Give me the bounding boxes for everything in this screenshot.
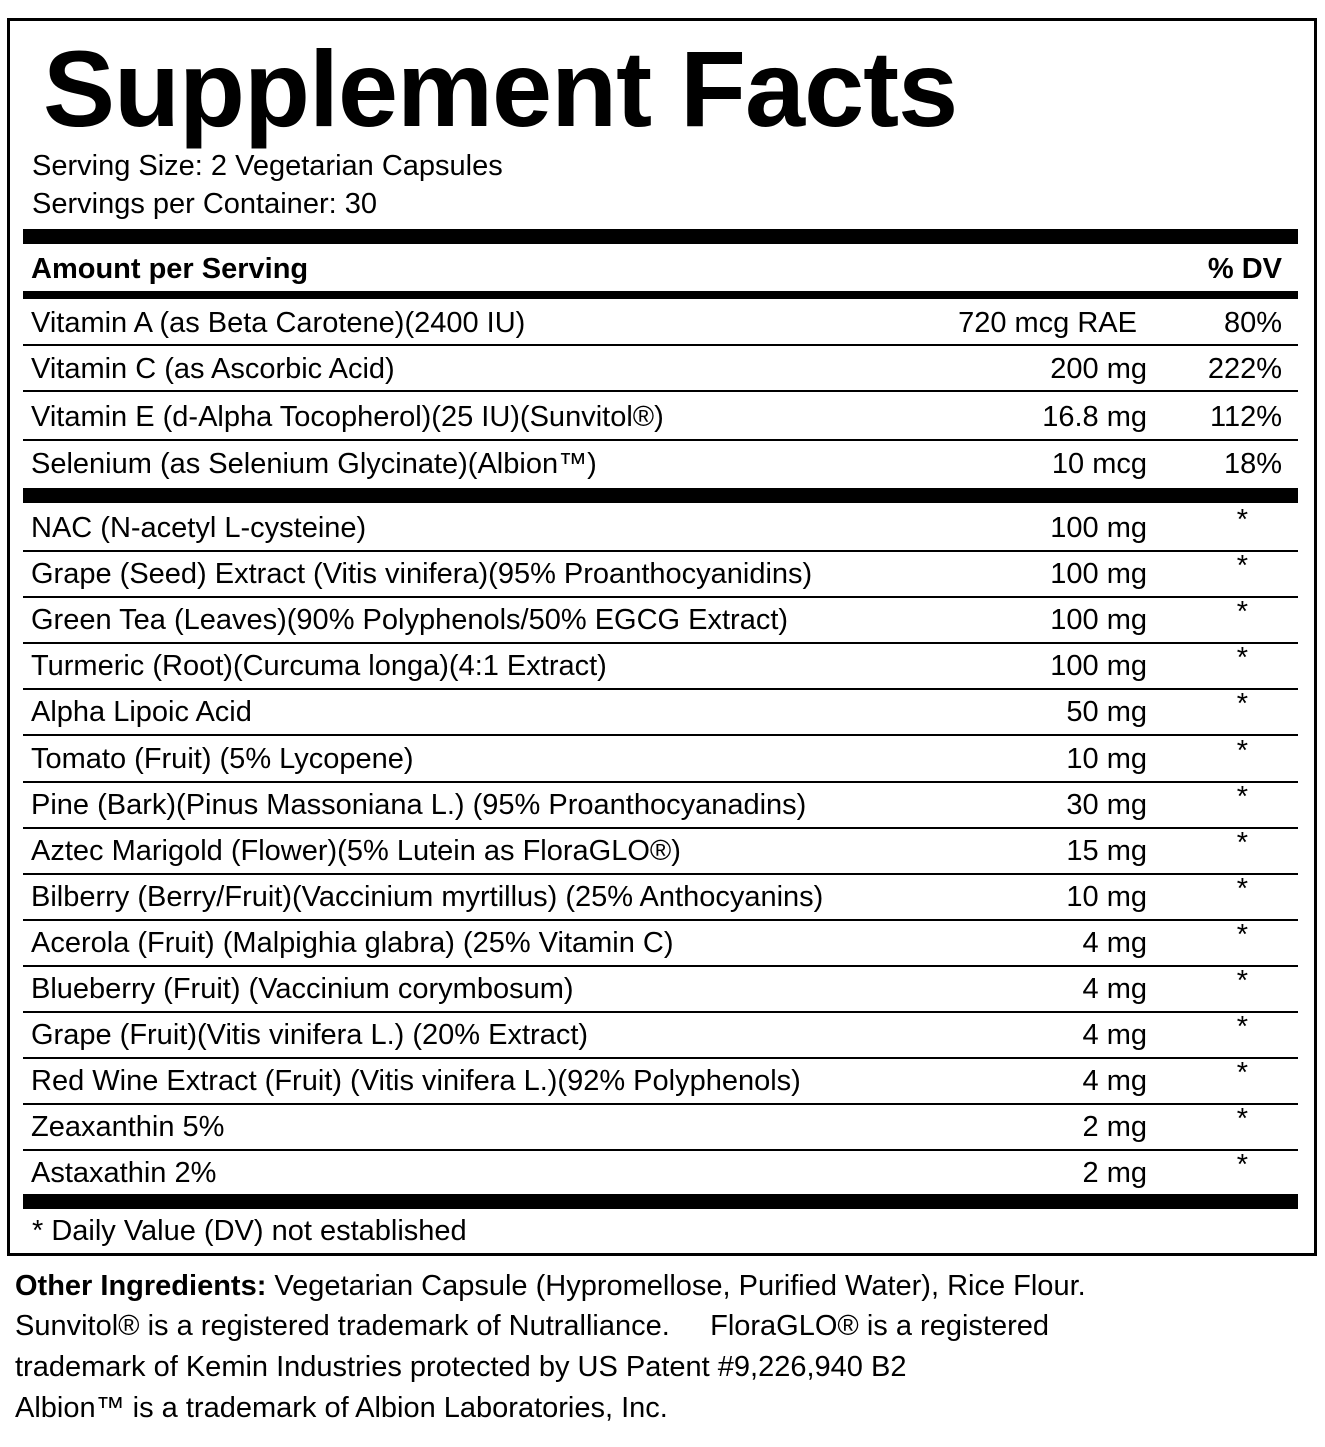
nutrient-name: Vitamin C (as Ascorbic Acid) bbox=[31, 353, 395, 385]
table-row bbox=[23, 781, 1298, 825]
row-divider bbox=[23, 965, 1298, 967]
nutrient-amount: 200 mg bbox=[1050, 353, 1147, 385]
ingredient-name: Green Tea (Leaves)(90% Polyphenols/50% EGCG Extract) bbox=[31, 604, 789, 636]
row-divider bbox=[23, 390, 1298, 392]
servings-per-container: Servings per Container: 30 bbox=[32, 188, 377, 220]
table-row bbox=[23, 735, 1298, 779]
other-ingredients bbox=[15, 1272, 1315, 1301]
table-row bbox=[23, 642, 1298, 686]
row-divider bbox=[23, 827, 1298, 829]
nutrient-amount: 16.8 mg bbox=[1042, 401, 1147, 433]
ingredient-name: Zeaxanthin 5% bbox=[31, 1111, 225, 1143]
table-row bbox=[23, 349, 1298, 389]
table-row bbox=[23, 1011, 1298, 1055]
row-divider bbox=[23, 642, 1298, 644]
row-divider bbox=[23, 596, 1298, 598]
table-row bbox=[23, 596, 1298, 640]
amount-header-row bbox=[23, 249, 1298, 289]
row-divider bbox=[23, 919, 1298, 921]
ingredient-amount: 10 mg bbox=[1066, 881, 1147, 913]
ingredient-amount: 10 mg bbox=[1066, 743, 1147, 775]
ingredient-dv: * bbox=[1236, 919, 1248, 951]
table-row bbox=[23, 444, 1298, 484]
ingredient-dv: * bbox=[1236, 781, 1248, 813]
ingredient-name: Red Wine Extract (Fruit) (Vitis vinifera L.)(92% Polyphenols) bbox=[31, 1065, 801, 1097]
ingredient-name: Aztec Marigold (Flower)(5% Lutein as FloraGLO®) bbox=[31, 835, 681, 867]
ingredient-amount: 30 mg bbox=[1066, 789, 1147, 821]
row-divider bbox=[23, 873, 1298, 875]
row-divider bbox=[23, 1103, 1298, 1105]
table-row bbox=[23, 1057, 1298, 1101]
thick-divider bbox=[23, 1194, 1298, 1209]
table-row bbox=[23, 303, 1298, 343]
row-divider bbox=[23, 344, 1298, 346]
row-divider bbox=[23, 1149, 1298, 1151]
ingredient-amount: 4 mg bbox=[1082, 973, 1147, 1005]
supplement-facts-panel bbox=[7, 18, 1317, 1256]
row-divider bbox=[23, 688, 1298, 690]
ingredient-dv: * bbox=[1236, 504, 1248, 536]
ingredient-name: NAC (N-acetyl L-cysteine) bbox=[31, 512, 367, 544]
dv-footnote: * Daily Value (DV) not established bbox=[32, 1215, 467, 1247]
row-divider bbox=[23, 439, 1298, 441]
ingredient-amount: 50 mg bbox=[1066, 696, 1147, 728]
nutrient-name: Vitamin E (d-Alpha Tocopherol)(25 IU)(Sunvitol®) bbox=[31, 401, 664, 433]
ingredient-name: Grape (Fruit)(Vitis vinifera L.) (20% Extract) bbox=[31, 1019, 589, 1051]
ingredient-dv: * bbox=[1236, 1057, 1248, 1089]
row-divider bbox=[23, 1011, 1298, 1013]
other-ingredients-label: Other Ingredients: bbox=[15, 1270, 267, 1302]
nutrient-amount: 720 mcg RAE bbox=[958, 307, 1137, 339]
ingredient-amount: 100 mg bbox=[1050, 604, 1147, 636]
ingredient-amount: 4 mg bbox=[1082, 927, 1147, 959]
nutrient-name: Vitamin A (as Beta Carotene)(2400 IU) bbox=[31, 307, 526, 339]
ingredient-amount: 100 mg bbox=[1050, 512, 1147, 544]
table-row bbox=[23, 827, 1298, 871]
table-row bbox=[23, 550, 1298, 594]
table-row bbox=[23, 965, 1298, 1009]
ingredient-dv: * bbox=[1236, 1103, 1248, 1135]
ingredient-dv: * bbox=[1236, 827, 1248, 859]
ingredient-amount: 100 mg bbox=[1050, 558, 1147, 590]
table-row bbox=[23, 919, 1298, 963]
row-divider bbox=[23, 1057, 1298, 1059]
ingredient-name: Alpha Lipoic Acid bbox=[31, 696, 252, 728]
ingredient-name: Grape (Seed) Extract (Vitis vinifera)(95% Proanthocyanidins) bbox=[31, 558, 813, 590]
ingredient-name: Bilberry (Berry/Fruit)(Vaccinium myrtillus) (25% Anthocyanins) bbox=[31, 881, 824, 913]
trademark-note-floraglo: trademark of Kemin Industries protected by US Patent #9,226,940 B2 bbox=[15, 1351, 907, 1383]
ingredient-dv: * bbox=[1236, 550, 1248, 582]
ingredient-dv: * bbox=[1236, 735, 1248, 767]
panel-title: Supplement Facts bbox=[43, 28, 958, 149]
table-row bbox=[23, 504, 1298, 548]
nutrient-dv: 18% bbox=[1223, 448, 1282, 480]
row-divider bbox=[23, 550, 1298, 552]
ingredient-name: Astaxathin 2% bbox=[31, 1157, 217, 1189]
nutrient-name: Selenium (as Selenium Glycinate)(Albion™) bbox=[31, 448, 597, 480]
trademark-note-sunvitol: Sunvitol® is a registered trademark of Nutralliance. FloraGLO® is a registered bbox=[15, 1310, 1049, 1342]
nutrient-amount: 10 mcg bbox=[1051, 448, 1147, 480]
dv-header-label: % DV bbox=[1207, 253, 1282, 285]
table-row bbox=[23, 873, 1298, 917]
ingredient-dv: * bbox=[1236, 1149, 1248, 1181]
other-ingredients-text: Vegetarian Capsule (Hypromellose, Purified Water), Rice Flour. bbox=[266, 1270, 1086, 1302]
ingredient-name: Turmeric (Root)(Curcuma longa)(4:1 Extract) bbox=[31, 650, 607, 682]
amount-per-serving-label: Amount per Serving bbox=[31, 253, 309, 285]
table-row bbox=[23, 1103, 1298, 1147]
table-row bbox=[23, 688, 1298, 732]
ingredient-dv: * bbox=[1236, 965, 1248, 997]
ingredient-name: Blueberry (Fruit) (Vaccinium corymbosum) bbox=[31, 973, 574, 1005]
ingredient-name: Pine (Bark)(Pinus Massoniana L.) (95% Proanthocyanadins) bbox=[31, 789, 807, 821]
ingredient-amount: 4 mg bbox=[1082, 1019, 1147, 1051]
nutrient-dv: 112% bbox=[1209, 401, 1282, 433]
serving-size: Serving Size: 2 Vegetarian Capsules bbox=[32, 150, 503, 182]
table-row bbox=[23, 1149, 1298, 1193]
ingredient-amount: 100 mg bbox=[1050, 650, 1147, 682]
ingredient-dv: * bbox=[1236, 1011, 1248, 1043]
thick-divider bbox=[23, 229, 1298, 244]
thick-divider bbox=[23, 488, 1298, 503]
ingredient-name: Tomato (Fruit) (5% Lycopene) bbox=[31, 743, 414, 775]
nutrient-dv: 80% bbox=[1223, 307, 1282, 339]
medium-divider bbox=[23, 291, 1298, 299]
row-divider bbox=[23, 734, 1298, 736]
ingredient-amount: 4 mg bbox=[1082, 1065, 1147, 1097]
ingredient-name: Acerola (Fruit) (Malpighia glabra) (25% Vitamin C) bbox=[31, 927, 674, 959]
table-row bbox=[23, 397, 1298, 437]
ingredient-amount: 2 mg bbox=[1082, 1111, 1147, 1143]
ingredient-dv: * bbox=[1236, 596, 1248, 628]
nutrient-dv: 222% bbox=[1207, 353, 1282, 385]
ingredient-dv: * bbox=[1236, 873, 1248, 905]
trademark-note-albion: Albion™ is a trademark of Albion Laboratories, Inc. bbox=[15, 1392, 668, 1424]
ingredient-dv: * bbox=[1236, 688, 1248, 720]
ingredient-amount: 2 mg bbox=[1082, 1157, 1147, 1189]
ingredient-dv: * bbox=[1236, 642, 1248, 674]
ingredient-amount: 15 mg bbox=[1066, 835, 1147, 867]
row-divider bbox=[23, 781, 1298, 783]
